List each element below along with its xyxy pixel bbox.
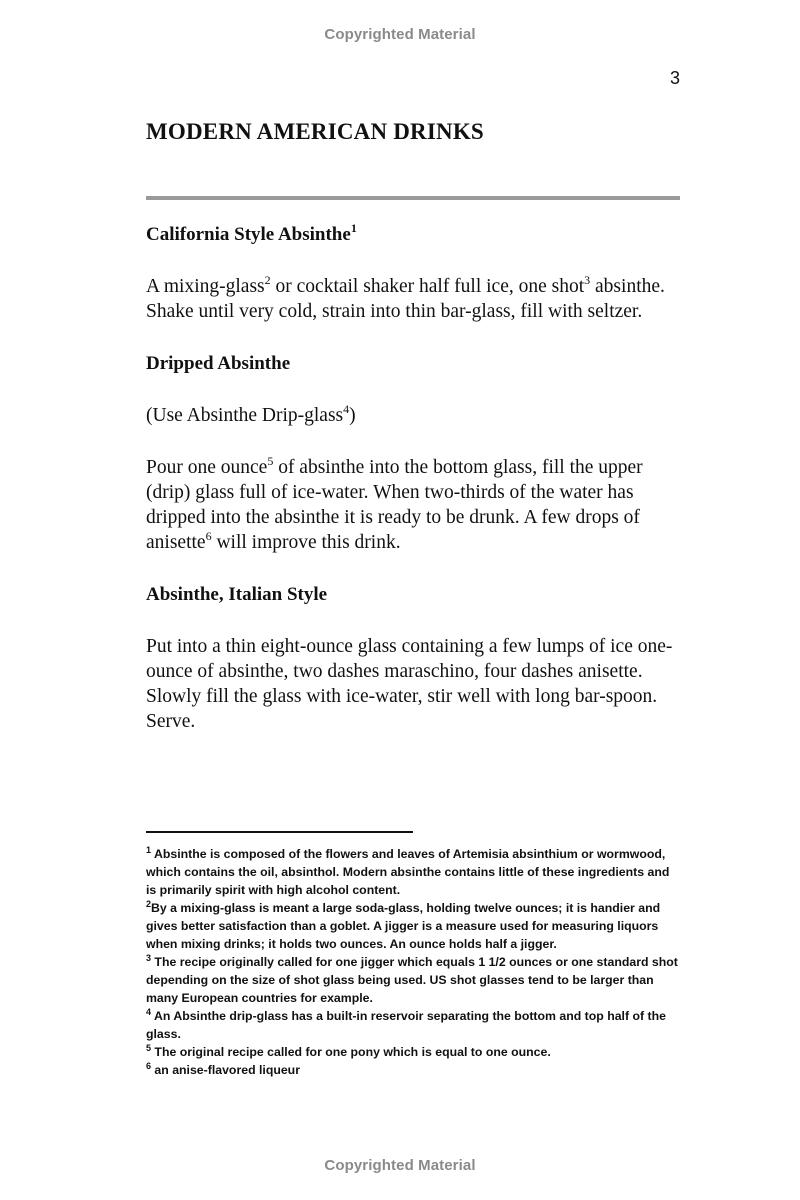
recipe-body: A mixing-glass$^2$ or cocktail shaker half full ice, one shot$^3$ absinthe. Shake until very cold, strain into thin bar-glass, fill with seltzer.: [146, 272, 665, 322]
footnote: $^6$ an anise-flavored liqueur: [146, 1060, 300, 1077]
footnote-ref: 2: [264, 272, 271, 287]
footnote-ref: 6: [205, 528, 212, 543]
footnote-mark: 1: [146, 844, 152, 855]
footnote-mark: 6: [146, 1060, 152, 1071]
chapter-title: MODERN AMERICAN DRINKS: [146, 119, 484, 144]
footnote: $^1$ Absinthe is composed of the flowers and leaves of Artemisia absinthium or wormwood, which contains the oil, absinthol. Modern absinthe contains little of these ingredients and is primarily spirit with high alcohol content.: [146, 844, 670, 897]
footnote: $^3$ The recipe originally called for one jigger which equals 1 1/2 ounces or one standard shot depending on the size of shot glass being used. US shot glasses tend to be larger than many European countries for example.: [146, 952, 678, 1005]
recipe-body: Pour one ounce$^5$ of absinthe into the bottom glass, fill the upper (drip) glass full of ice-water. When two-thirds of the water has dripped into the absinthe it is ready to be drunk. A few drops of anisette$^6$ will improve this drink.: [146, 453, 643, 553]
recipe-title: Dripped Absinthe: [146, 353, 291, 374]
footnote-ref: 3: [584, 272, 591, 287]
recipe-body: Put into a thin eight-ounce glass containing a few lumps of ice one-ounce of absinthe, two dashes maraschino, four dashes anisette. Slowly fill the glass with ice-water, stir well with long bar-spoon. Serve.: [146, 636, 673, 732]
footnote: $^4$ An Absinthe drip-glass has a built-in reservoir separating the bottom and top half of the glass.: [146, 1006, 666, 1041]
footnote-ref: 4: [343, 401, 350, 416]
footnote-mark: 3: [146, 952, 152, 963]
recipe-content: [146, 222, 680, 734]
recipe-title: Absinthe, Italian Style: [146, 584, 328, 605]
footnote-mark: 5: [146, 1042, 152, 1053]
footnote-ref: 5: [267, 453, 274, 468]
footnote: $^5$ The original recipe called for one pony which is equal to one ounce.: [146, 1042, 551, 1059]
page-number: 3: [669, 68, 680, 88]
copyright-watermark-top: Copyrighted Material: [324, 26, 476, 43]
recipe-title: California Style Absinthe$^1$: [146, 220, 357, 245]
copyright-watermark-bottom: Copyrighted Material: [324, 1157, 476, 1174]
footnotes: [146, 845, 680, 1079]
footnote: $^2$By a mixing-glass is meant a large soda-glass, holding twelve ounces; it is handier and gives better satisfaction than a goblet. A jigger is a measure used for measuring liquors when mixing drinks; it holds two ounces. An ounce holds half a jigger.: [146, 898, 661, 951]
title-divider: [146, 196, 680, 200]
footnote-mark: 4: [146, 1006, 152, 1017]
footnote-divider: [146, 831, 413, 833]
footnote-ref: 1: [350, 220, 357, 235]
footnote-mark: 2: [146, 898, 152, 909]
recipe-note: (Use Absinthe Drip-glass$^4$): [146, 401, 356, 426]
